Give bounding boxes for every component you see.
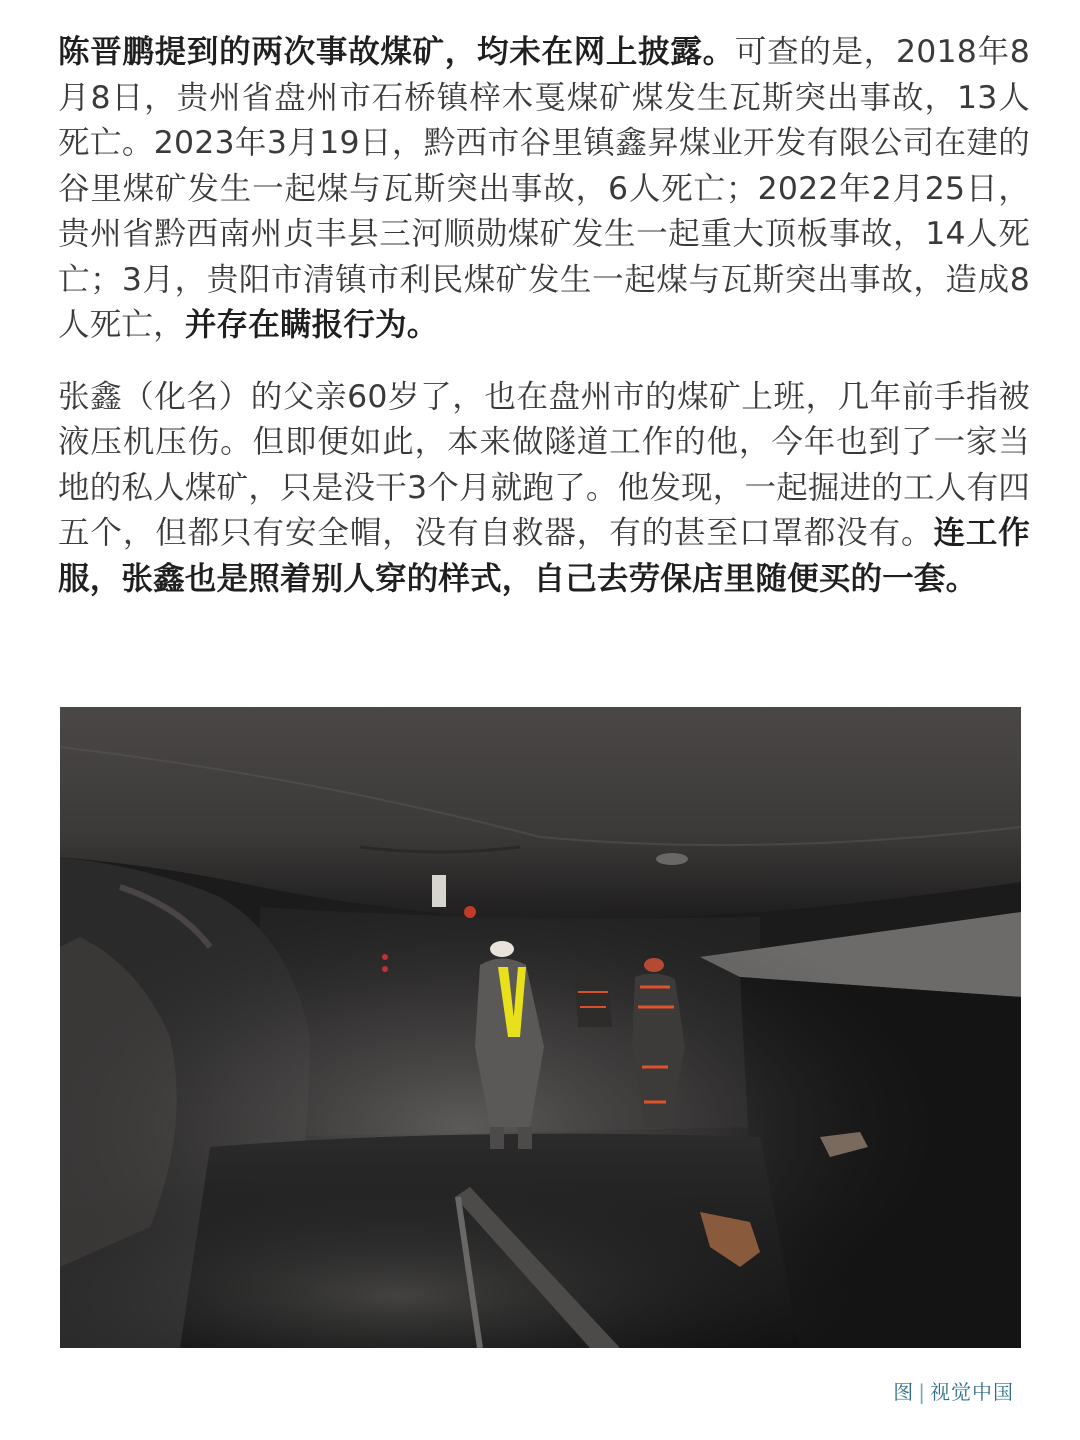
article-body (58, 30, 1030, 602)
photo-credit (893, 1376, 1014, 1405)
credit-source: 视觉中国 (930, 1380, 1014, 1404)
credit-label: 图 (893, 1380, 915, 1404)
paragraph-accident-list (58, 30, 1030, 349)
coal-mine-illustration (60, 707, 1021, 1348)
paragraph-bold-end: 并存在瞒报行为。 (184, 307, 439, 343)
paragraph-zhang-xin (58, 375, 1030, 603)
coal-mine-photo (60, 707, 1021, 1348)
paragraph-text: 可查的是，2018年8月8日，贵州省盘州市石桥镇梓木戛煤矿煤发生瓦斯突出事故，13人死亡。2023年3月19日，黔西市谷里镇鑫昇煤业开发有限公司在建的谷里煤矿发生一起煤与瓦斯突出事故，6人死亡；2022年2月25日，贵州省黔西南州贞丰县三河顺勋煤矿发生一起重大顶板事故，14人死亡；3月，贵阳市清镇市利民煤矿发生一起煤与瓦斯突出事故，造成8人死亡， (58, 34, 1030, 343)
paragraph-text: 张鑫（化名）的父亲60岁了，也在盘州市的煤矿上班，几年前手指被液压机压伤。但即便如此，本来做隧道工作的他，今年也到了一家当地的私人煤矿，只是没干3个月就跑了。他发现，一起掘进的工人有四五个，但都只有安全帽，没有自救器，有的甚至口罩都没有。 (58, 378, 1030, 551)
credit-separator: | (918, 1380, 926, 1404)
miner-figure (575, 973, 612, 1027)
paragraph-bold-intro: 陈晋鹏提到的两次事故煤矿，均未在网上披露。 (58, 34, 735, 70)
paragraph-bold-end: 连工作服，张鑫也是照着别人穿的样式，自己去劳保店里随便买的一套。 (58, 515, 1031, 597)
